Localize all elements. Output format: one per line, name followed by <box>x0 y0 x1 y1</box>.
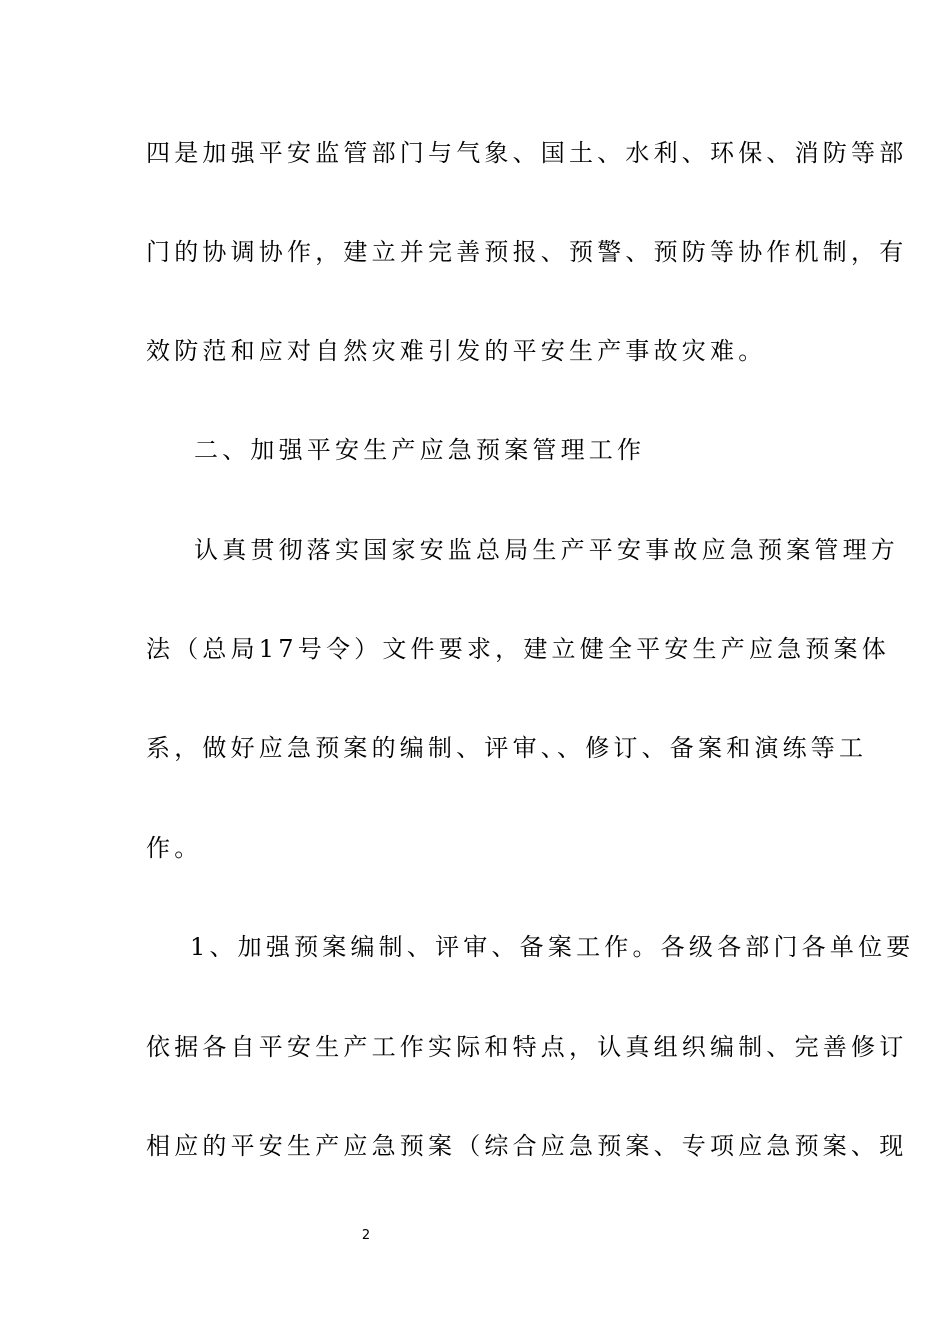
section-heading: 二、加强平安生产应急预案管理工作 <box>194 436 646 464</box>
paragraph-1-line-3: 效防范和应对自然灾难引发的平安生产事故灾难。 <box>146 337 767 365</box>
paragraph-3-line-3: 相应的平安生产应急预案（综合应急预案、专项应急预案、现 <box>146 1132 908 1160</box>
paragraph-2-line-1: 认真贯彻落实国家安监总局生产平安事故应急预案管理方 <box>194 536 899 564</box>
paragraph-1-line-1: 四是加强平安监管部门与气象、国土、水利、环保、消防等部 <box>146 139 908 167</box>
paragraph-1-line-2: 门的协调协作，建立并完善预报、预警、预防等协作机制，有 <box>146 238 908 266</box>
paragraph-3-line-1: 1、加强预案编制、评审、备案工作。各级各部门各单位要 <box>190 933 915 961</box>
page-number: 2 <box>361 1228 371 1243</box>
paragraph-3-line-2: 依据各自平安生产工作实际和特点，认真组织编制、完善修订 <box>146 1033 908 1061</box>
paragraph-2-line-3: 系，做好应急预案的编制、评审、、修订、备案和演练等工 <box>146 734 868 762</box>
paragraph-2-line-2: 法（总局17号令）文件要求，建立健全平安生产应急预案体 <box>146 635 890 663</box>
paragraph-2-line-4: 作。 <box>146 834 203 862</box>
